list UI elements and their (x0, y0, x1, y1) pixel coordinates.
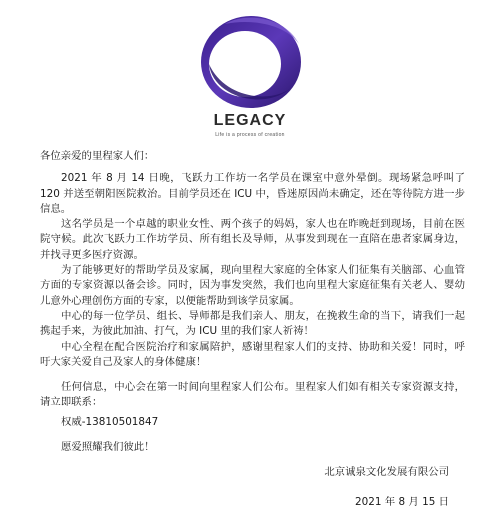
logo-tagline: Life is a process of creation (215, 132, 285, 138)
salutation: 各位亲爱的里程家人们： (40, 150, 155, 162)
paragraph-incident: 2021 年 8 月 14 日晚，飞跃力工作坊一名学员在课室中意外晕倒。现场紧急呼叫了 120 并送至朝阳医院救治。目前学员还在 ICU 中，昏迷原因尚未确定，还在等待院方进一步信息。 (40, 172, 465, 215)
logo-wordmark: LEGACY (213, 112, 287, 129)
letter-body (40, 149, 465, 455)
paragraph-contact-intro: 任何信息，中心会在第一时间向里程家人们公布。里程家人们如有相关专家资源支持，请立即联系： (40, 381, 465, 409)
paragraph-thanks: 中心全程在配合医院治疗和家属陪护，感谢里程家人们的支持、协助和关爱！同时，呼吁大家关爱自己及家人的身体健康！ (40, 340, 465, 368)
signature-company: 北京诚泉文化发展有限公司 (324, 466, 449, 478)
paragraph-experts: 为了能够更好的帮助学员及家属，现向里程大家庭的全体家人们征集有关脑部、心血管方面的专家资源以备会诊。同时，因为事发突然，我们也向里程大家庭征集有关老人、婴幼儿意外心理创伤方面的专家，以便能帮助到该学员家属。 (40, 264, 465, 307)
legacy-ring-logo-icon (195, 4, 313, 116)
contact-line: 权威-13810501847 (61, 415, 159, 428)
paragraph-patient: 这名学员是一个卓越的职业女性、两个孩子的妈妈，家人也在昨晚赶到现场，目前在医院守候。此次飞跃力工作坊学员、所有组长及导师，从事发到现在一直陪在患者家属身边，并找寻更多医疗资源。 (40, 218, 465, 261)
closing-line: 愿爱照耀我们彼此！ (61, 441, 155, 454)
paragraph-support: 中心的每一位学员、组长、导师都是我们亲人、朋友，在挽救生命的当下，请我们一起携起手来，为彼此加油、打气，为 ICU 里的我们家人祈祷！ (40, 309, 465, 338)
signature-date: 2021 年 8 月 15 日 (355, 496, 449, 508)
letterhead (0, 0, 500, 140)
